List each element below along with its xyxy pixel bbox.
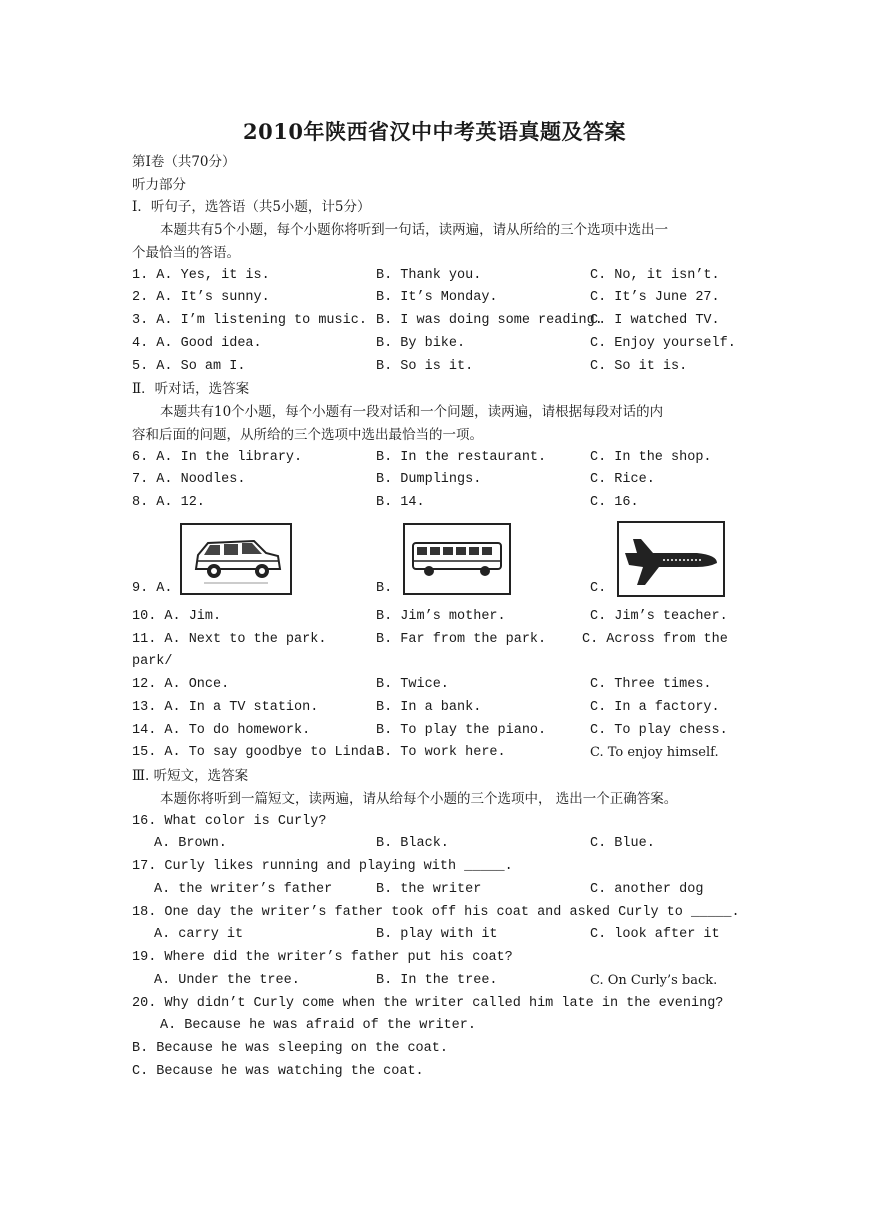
q8-option-b: B. 14. [376,495,425,510]
q5-option-c: C. So it is. [590,359,688,374]
q19-option-b: B. In the tree. [376,973,498,988]
q8-option-a: 8. A. 12. [132,495,205,510]
question-2 [0,289,869,307]
q15-option-b: B. To work here. [376,745,506,760]
question-18-stem [0,904,869,922]
q11-option-c: C. Across from the [582,632,728,647]
q18-option-b: B. play with it [376,927,498,942]
q19-option-c: C. On Curly’s back. [590,973,718,988]
q14-option-a: 14. A. To do homework. [132,723,311,738]
question-4 [0,335,869,353]
q16-stem: 16. What color is Curly? [132,814,327,829]
question-6 [0,449,869,467]
q4-option-a: 4. A. Good idea. [132,336,262,351]
section1-instruction-line2: 个最恰当的答语。 [132,245,240,261]
q7-option-a: 7. A. Noodles. [132,472,246,487]
q4-option-c: C. Enjoy yourself. [590,336,736,351]
question-20-stem [0,995,869,1013]
question-11 [0,631,869,649]
q6-option-c: C. In the shop. [590,450,712,465]
question-7 [0,471,869,489]
question-16-options [0,835,869,853]
q19-option-a: A. Under the tree. [154,973,300,988]
q11-option-b: B. Far from the park. [376,632,547,647]
q20-stem: 20. Why didn’t Curly come when the writer called him late in the evening? [132,996,724,1011]
question-20-option-b-row [0,1040,869,1058]
q18-option-a: A. carry it [154,927,244,942]
question-10 [0,608,869,626]
q14-option-b: B. To play the piano. [376,723,547,738]
q7-option-b: B. Dumplings. [376,472,482,487]
question-19-options [0,972,869,990]
q13-option-b: B. In a bank. [376,700,482,715]
q16-option-c: C. Blue. [590,836,655,851]
q17-option-a: A. the writer’s father [154,882,333,897]
q2-option-a: 2. A. It’s sunny. [132,290,270,305]
q7-option-c: C. Rice. [590,472,655,487]
paper-section-label: 第Ⅰ卷（共70分） [132,154,236,170]
q17-stem: 17. Curly likes running and playing with _____. [132,859,513,874]
q16-option-b: B. Black. [376,836,449,851]
question-8 [0,494,869,512]
q3-option-b: B. I was doing some reading. [376,313,603,328]
q6-option-a: 6. A. In the library. [132,450,303,465]
q11-option-a: 11. A. Next to the park. [132,632,327,647]
q20-option-b: B. Because he was sleeping on the coat. [132,1041,448,1056]
question-3 [0,312,869,330]
q1-option-b: B. Thank you. [376,268,482,283]
question-16-stem [0,813,869,831]
q10-option-a: 10. A. Jim. [132,609,222,624]
page-title: 2010年陕西省汉中中考英语真题及答案 [243,119,626,144]
section1-heading: Ⅰ．听句子，选答语（共5小题，计5分） [132,199,371,215]
q14-option-c: C. To play chess. [590,723,728,738]
q15-option-a: 15. A. To say goodbye to Linda. [132,745,384,760]
listening-part-label: 听力部分 [132,177,186,193]
section3-heading: Ⅲ. 听短文，选答案 [132,768,249,784]
q5-option-b: B. So is it. [376,359,474,374]
q19-stem: 19. Where did the writer’s father put his coat? [132,950,513,965]
question-17-stem [0,858,869,876]
q10-option-c: C. Jim’s teacher. [590,609,728,624]
question-1 [0,267,869,285]
q17-option-c: C. another dog [590,882,704,897]
q20-option-a: A. Because he was afraid of the writer. [160,1018,476,1033]
q3-option-a: 3. A. I’m listening to music. [132,313,367,328]
q20-option-c: C. Because he was watching the coat. [132,1064,424,1079]
q9-option-b: B. [376,581,393,596]
q12-option-b: B. Twice. [376,677,449,692]
q18-stem: 18. One day the writer’s father took off his coat and asked Curly to _____. [132,905,740,920]
section2-heading: Ⅱ．听对话，选答案 [132,381,250,397]
q2-option-b: B. It’s Monday. [376,290,498,305]
q10-option-b: B. Jim’s mother. [376,609,506,624]
question-17-options [0,881,869,899]
q5-option-a: 5. A. So am I. [132,359,246,374]
q12-option-c: C. Three times. [590,677,712,692]
section2-instruction-line1: 本题共有10个小题，每个小题有一段对话和一个问题，读两遍，请根据每段对话的内 [160,404,664,420]
q11-option-c-continued: park/ [132,654,173,669]
q15-option-c: C. To enjoy himself. [590,745,719,760]
q6-option-b: B. In the restaurant. [376,450,547,465]
q8-option-c: C. 16. [590,495,639,510]
question-15 [0,744,869,762]
question-13 [0,699,869,717]
question-14 [0,722,869,740]
question-11-wrap [0,653,869,671]
question-12 [0,676,869,694]
question-9 [0,580,869,598]
q16-option-a: A. Brown. [154,836,227,851]
q18-option-c: C. look after it [590,927,720,942]
q9-option-a: 9. A. [132,581,173,596]
question-20-option-c-row [0,1063,869,1081]
q12-option-a: 12. A. Once. [132,677,230,692]
q4-option-b: B. By bike. [376,336,466,351]
section1-instruction-line1: 本题共有5个小题，每个小题你将听到一句话，读两遍，请从所给的三个选项中选出一 [160,222,669,238]
q9-option-c: C. [590,581,607,596]
q17-option-b: B. the writer [376,882,482,897]
q2-option-c: C. It’s June 27. [590,290,720,305]
q1-option-a: 1. A. Yes, it is. [132,268,270,283]
section3-instruction: 本题你将听到一篇短文，读两遍，请从给每个小题的三个选项中， 选出一个正确答案。 [160,791,678,807]
section2-instruction-line2: 容和后面的问题，从所给的三个选项中选出最恰当的一项。 [132,427,483,443]
q3-option-c: C. I watched TV. [590,313,720,328]
q13-option-c: C. In a factory. [590,700,720,715]
q1-option-c: C. No, it isn’t. [590,268,720,283]
question-20-option-a-row [0,1017,869,1035]
question-18-options [0,926,869,944]
question-19-stem [0,949,869,967]
question-5 [0,358,869,376]
q13-option-a: 13. A. In a TV station. [132,700,319,715]
